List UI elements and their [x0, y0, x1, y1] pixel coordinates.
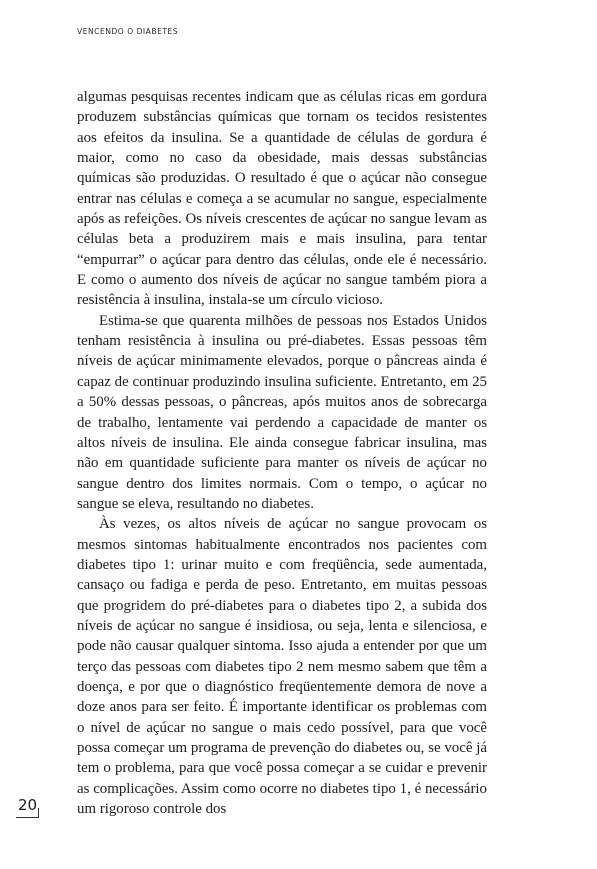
page-number-tick: [38, 808, 39, 818]
page-number-underline: [16, 817, 39, 818]
body-text: [77, 87, 487, 819]
paragraph-1: algumas pesquisas recentes indicam que as células ricas em gordura produzem substâncias químicas que tornam os tecidos resistentes aos efeitos da insulina. Se a quantidade de células de gordura é maior, como no caso da obesidade, mais dessas substâncias químicas são produzidas. O resultado é que o açúcar não consegue entrar nas células e começa a se acumular no sangue, especialmente após as refeições. Os níveis crescentes de açúcar no sangue levam as células beta a produzirem mais e mais insulina, para tentar “empurrar” o açúcar para dentro das células, onde ele é necessário. E como o aumento dos níveis de açúcar no sangue também piora a resistência à insulina, instala-se um círculo vicioso.: [77, 89, 487, 309]
paragraph-2: Estima-se que quarenta milhões de pessoas nos Estados Unidos tenham resistência à insulina ou pré-diabetes. Essas pessoas têm níveis de açúcar minimamente elevados, porque o pâncreas ainda é capaz de continuar produzindo insulina suficiente. Entretanto, em 25 a 50% dessas pessoas, o pâncreas, após muitos anos de sobrecarga de trabalho, lentamente vai perdendo a capacidade de manter os altos níveis de insulina. Ele ainda consegue fabricar insulina, mas não em quantidade suficiente para manter os níveis de açúcar no sangue dentro dos limites normais. Com o tempo, o açúcar no sangue se eleva, resultando no diabetes.: [77, 312, 487, 512]
running-header: VENCENDO O DIABETES: [77, 27, 179, 36]
paragraph-3: Às vezes, os altos níveis de açúcar no sangue provocam os mesmos sintomas habitualmente encontrados nos pacientes com diabetes tipo 1: urinar muito e com freqüência, sede aumentada, cansaço ou fadiga e perda de peso. Entretanto, em muitas pessoas que progridem do pré-diabetes para o diabetes tipo 2, a subida dos níveis de açúcar no sangue é insidiosa, ou seja, lenta e silenciosa, e pode não causar qualquer sintoma. Isso ajuda a entender por que um terço das pessoas com diabetes tipo 2 nem mesmo sabem que têm a doença, e por que o diagnóstico freqüentemente demora de nove a doze anos para ser feito. É importante identificar os problemas com o nível de açúcar no sangue o mais cedo possível, para que você possa começar um programa de prevenção do diabetes ou, se você já tem o problema, para que você possa começar a se cuidar e prevenir as complicações. Assim como ocorre no diabetes tipo 1, é necessário um rigoroso controle dos: [77, 516, 487, 818]
page-number: 20: [18, 796, 38, 814]
